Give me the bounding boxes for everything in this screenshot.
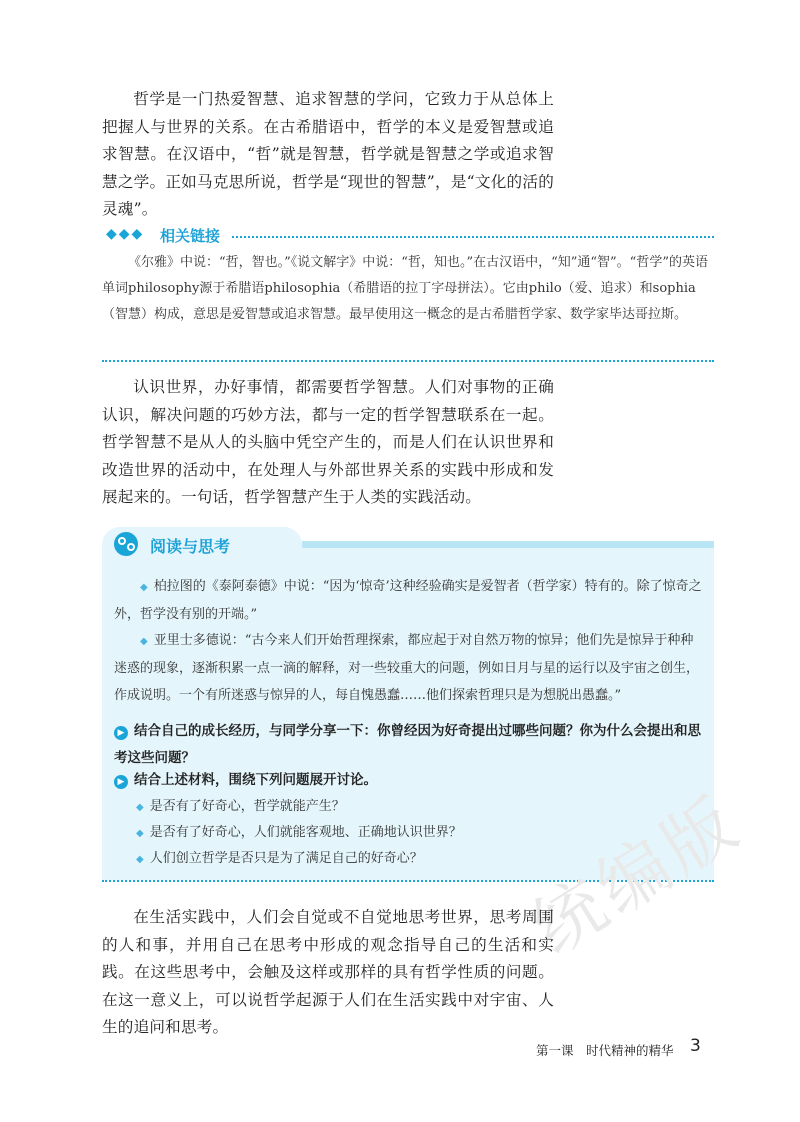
- discussion-question: ◆ 是否有了好奇心，哲学就能产生？: [136, 799, 345, 814]
- page-number: 3: [690, 1036, 701, 1056]
- task-item: ▶ 结合自己的成长经历，与同学分享一下：你曾经因为好奇提出过哪些问题？你为什么会提出和思考这些问题？: [114, 723, 701, 766]
- diamond-bullet-icon: ◆: [136, 854, 144, 865]
- diamond-bullet-icon: ◆: [136, 828, 144, 839]
- diamond-bullet-icon: ◆: [140, 636, 148, 647]
- origin-paragraph: 在生活实践中，人们会自觉或不自觉地思考世界，思考周围的人和事，并用自己在思考中形成的观念指导自己的生活和实践。在这些思考中，会触及这样或那样的具有哲学性质的问题。在这一意义上，可以说哲学起源于人们在生活实践中对宇宙、人生的追问和思考。: [102, 908, 554, 1036]
- reading-thinking-icon: [112, 530, 142, 558]
- related-link-body: 《尔雅》中说：“哲，智也。”《说文解字》中说：“哲，知也。”在古汉语中，“知”通“智”。“哲学”的英语单词philosophy源于希腊语philosophia（希腊语的拉丁字母拼法）。它由philo（爱、追求）和sophia（智慧）构成，意思是爱智慧或追求智慧。最早使用这一概念的是古希腊哲学家、数学家毕达哥拉斯。: [102, 255, 708, 322]
- arrow-right-icon: ▶: [114, 726, 128, 740]
- diamond-bullet-icon: ◆: [140, 582, 148, 593]
- diamond-bullet-icon: ◆: [136, 802, 144, 813]
- diamond-bullets-icon: ◆◆◆: [106, 226, 145, 242]
- task-item: ▶ 结合上述材料，围绕下列问题展开讨论。: [114, 767, 704, 794]
- quote-aristotle: ◆ 亚里士多德说：“古今来人们开始哲理探索，都应起于对自然万物的惊异；他们先是惊异于种种迷惑的现象，逐渐积累一点一滴的解释，对一些较重大的问题，例如日月与星的运行以及宇宙之创生，作成说明。一个有所迷惑与惊异的人，每自愧愚蠢……他们探索哲理只是为想脱出愚蠢。”: [114, 633, 700, 703]
- arrow-right-icon: ▶: [114, 775, 128, 789]
- intro-paragraph: 哲学是一门热爱智慧、追求智慧的学问，它致力于从总体上把握人与世界的关系。在古希腊语中，哲学的本义是爱智慧或追求智慧。在汉语中，“哲”就是智慧，哲学就是智慧之学或追求智慧之学。正如马克思所说，哲学是“现世的智慧”，是“文化的活的灵魂”。: [102, 90, 554, 218]
- watermark: 统编版: [518, 779, 756, 971]
- dotted-divider: [232, 236, 714, 238]
- dotted-divider: [102, 360, 714, 362]
- quote-plato: ◆ 柏拉图的《泰阿泰德》中说：“因为‘惊奇’这种经验确实是爱智者（哲学家）特有的。除了惊奇之外，哲学没有别的开端。”: [114, 579, 702, 622]
- chapter-footer: 第一课 时代精神的精华: [536, 1043, 674, 1058]
- discussion-question: ◆ 人们创立哲学是否只是为了满足自己的好奇心？: [136, 851, 423, 866]
- discussion-question: ◆ 是否有了好奇心，人们就能客观地、正确地认识世界？: [136, 825, 462, 840]
- header-stripe: [302, 541, 714, 548]
- related-link-title: 相关链接: [160, 227, 221, 245]
- reading-thinking-title: 阅读与思考: [150, 537, 231, 556]
- related-link-header: [102, 224, 714, 248]
- wisdom-paragraph: 认识世界，办好事情，都需要哲学智慧。人们对事物的正确认识，解决问题的巧妙方法，都与一定的哲学智慧联系在一起。哲学智慧不是从人的头脑中凭空产生的，而是人们在认识世界和改造世界的活动中，在处理人与外部世界关系的实践中形成和发展起来的。一句话，哲学智慧产生于人类的实践活动。: [102, 378, 554, 506]
